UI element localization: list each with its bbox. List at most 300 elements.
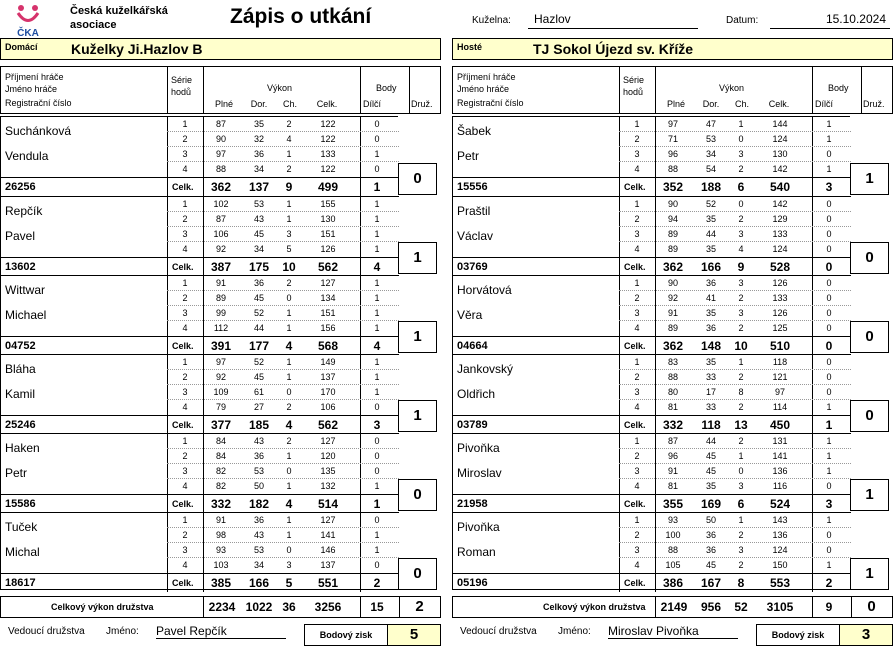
away-series-row	[619, 372, 851, 385]
home-series-num: 4	[182, 164, 188, 174]
away-series-val: 3	[738, 149, 744, 159]
away-series-val: 91	[667, 308, 678, 318]
home-total-val: 2	[373, 576, 381, 590]
away-celk-label: Celk.	[624, 420, 646, 430]
home-divider	[167, 258, 168, 276]
away-series-val: 2	[738, 372, 744, 382]
home-series-val: 43	[253, 530, 264, 540]
home-series-val: 122	[320, 164, 336, 174]
away-series-num: 3	[634, 308, 640, 318]
home-total-val: 568	[317, 339, 339, 353]
logo-text: ČKA	[17, 28, 39, 38]
away-series-val: 0	[738, 466, 744, 476]
home-series-val: 102	[213, 199, 229, 209]
away-series-val: 1	[826, 134, 832, 144]
away-sum-val: 956	[700, 600, 722, 614]
away-series-row	[619, 466, 851, 479]
home-player-surname: Wittwar	[5, 283, 45, 297]
home-series-val: 36	[253, 451, 264, 461]
away-hdr-divider	[655, 67, 656, 113]
away-series-val: 1	[738, 451, 744, 461]
away-hdr-body-druz: Druž.	[863, 99, 885, 109]
away-series-row	[619, 214, 851, 227]
away-series-num: 2	[634, 293, 640, 303]
away-series-val: 1	[738, 357, 744, 367]
home-player-block	[1, 117, 399, 196]
away-series-val: 0	[826, 357, 832, 367]
home-series-row	[167, 515, 399, 528]
home-divider	[167, 337, 168, 355]
home-series-num: 1	[182, 119, 188, 129]
home-series-val: 82	[215, 481, 226, 491]
away-series-val: 4	[738, 244, 744, 254]
away-series-num: 4	[634, 244, 640, 254]
away-series-row	[619, 530, 851, 543]
away-series-val: 94	[667, 214, 678, 224]
home-series-val: 132	[320, 481, 336, 491]
home-series-val: 1	[374, 387, 380, 397]
away-druz-points: 0	[850, 242, 889, 274]
away-total-val: 2	[825, 576, 833, 590]
away-series-val: 93	[667, 515, 678, 525]
home-total-val: 3	[373, 418, 381, 432]
home-total-val: 175	[248, 260, 270, 274]
away-celk-label: Celk.	[624, 499, 646, 509]
away-divider	[619, 258, 620, 276]
home-sum-val: 36	[282, 600, 296, 614]
away-series-val: 1	[738, 119, 744, 129]
home-series-num: 2	[182, 134, 188, 144]
home-team-bar	[0, 38, 441, 60]
away-series-val: 129	[772, 214, 788, 224]
away-player-block	[453, 354, 851, 433]
home-series-val: 137	[320, 372, 336, 382]
away-reg-number: 03769	[457, 261, 488, 273]
home-total-val: 182	[248, 497, 270, 511]
away-series-val: 44	[705, 436, 716, 446]
away-series-val: 92	[667, 293, 678, 303]
home-divider	[167, 178, 168, 196]
away-total-val: 332	[662, 418, 684, 432]
home-series-val: 1	[374, 278, 380, 288]
home-series-val: 1	[374, 372, 380, 382]
home-series-num: 2	[182, 530, 188, 540]
away-total-val: 188	[700, 180, 722, 194]
away-series-val: 33	[705, 402, 716, 412]
home-leader-name: Pavel Repčík	[156, 624, 286, 639]
home-druz-points: 1	[398, 400, 437, 432]
home-series-val: 32	[253, 134, 264, 144]
home-series-num: 3	[182, 466, 188, 476]
away-series-val: 136	[772, 466, 788, 476]
away-series-val: 35	[705, 244, 716, 254]
home-sum-val: 2	[415, 598, 424, 615]
away-series-val: 3	[738, 278, 744, 288]
away-hdr-vykon: Výkon	[719, 83, 745, 93]
away-zisk-value: 3	[839, 625, 892, 645]
away-series-val: 0	[826, 149, 832, 159]
away-hdr-body-dilci: Dílčí	[815, 99, 833, 109]
away-series-row	[619, 436, 851, 449]
home-total-row	[1, 177, 399, 195]
away-series-val: 3	[738, 481, 744, 491]
away-hdr-divider	[861, 67, 862, 113]
home-series-val: 0	[374, 451, 380, 461]
away-series-val: 45	[705, 466, 716, 476]
home-series-val: 92	[215, 372, 226, 382]
home-leader-label: Vedoucí družstva	[8, 626, 85, 637]
away-series-val: 71	[667, 134, 678, 144]
away-hdr-col-0: Plné	[666, 99, 685, 109]
away-total-row	[453, 573, 851, 591]
home-reg-number: 25246	[5, 419, 36, 431]
home-series-row	[167, 293, 399, 306]
away-hdr-player-3: Registrační číslo	[457, 98, 524, 108]
away-total-val: 13	[734, 418, 748, 432]
away-series-val: 88	[667, 545, 678, 555]
home-series-num: 4	[182, 244, 188, 254]
home-series-row	[167, 372, 399, 385]
home-series-val: 36	[253, 149, 264, 159]
home-hdr-divider	[167, 67, 168, 113]
home-total-val: 137	[248, 180, 270, 194]
away-total-val: 118	[701, 418, 721, 432]
home-total-val: 514	[317, 497, 339, 511]
away-series-row	[619, 323, 851, 336]
home-zisk-value: 5	[387, 625, 440, 645]
home-series-val: 0	[286, 293, 292, 303]
home-total-val: 562	[317, 418, 339, 432]
away-player-block	[453, 275, 851, 354]
away-series-val: 2	[738, 323, 744, 333]
away-series-num: 3	[634, 466, 640, 476]
away-series-num: 3	[634, 387, 640, 397]
away-celk-label: Celk.	[624, 578, 646, 588]
home-divider	[167, 495, 168, 513]
home-series-val: 1	[374, 199, 380, 209]
home-series-row	[167, 560, 399, 573]
home-player-block	[1, 275, 399, 354]
home-hdr-divider	[360, 67, 361, 113]
home-series-val: 3	[286, 560, 292, 570]
home-celk-label: Celk.	[172, 262, 194, 272]
home-total-row	[1, 494, 399, 512]
away-druz-points: 1	[850, 163, 889, 195]
away-player-firstname: Miroslav	[457, 466, 502, 480]
away-series-row	[619, 451, 851, 464]
away-series-val: 89	[667, 244, 678, 254]
home-series-row	[167, 134, 399, 147]
venue-value: Hazlov	[528, 12, 698, 29]
away-series-val: 0	[738, 134, 744, 144]
away-player-firstname: Petr	[457, 149, 480, 163]
away-series-val: 124	[772, 244, 788, 254]
away-druz-points: 1	[850, 558, 889, 590]
away-total-val: 169	[700, 497, 722, 511]
away-series-val: 1	[738, 515, 744, 525]
home-series-val: 34	[253, 560, 264, 570]
away-series-val: 88	[667, 372, 678, 382]
home-series-val: 1	[374, 229, 380, 239]
away-sum-val: 9	[825, 600, 833, 614]
home-total-val: 177	[248, 339, 270, 353]
home-player-block	[1, 196, 399, 275]
home-series-val: 0	[374, 164, 380, 174]
away-series-val: 121	[772, 372, 788, 382]
home-series-num: 4	[182, 560, 188, 570]
away-series-num: 4	[634, 164, 640, 174]
home-series-val: 0	[286, 387, 292, 397]
away-sum-val: 52	[734, 600, 748, 614]
home-series-row	[167, 481, 399, 494]
away-hdr-col-2: Ch.	[734, 99, 749, 109]
away-series-val: 41	[705, 293, 716, 303]
away-zisk-box	[756, 624, 893, 646]
away-series-val: 88	[667, 164, 678, 174]
away-total-val: 510	[769, 339, 791, 353]
home-series-val: 1	[374, 357, 380, 367]
away-hdr-divider	[619, 67, 620, 113]
home-series-val: 84	[215, 436, 226, 446]
home-series-val: 122	[320, 119, 336, 129]
home-series-val: 1	[286, 357, 292, 367]
away-series-row	[619, 149, 851, 162]
home-series-val: 151	[320, 308, 336, 318]
home-series-row	[167, 119, 399, 132]
home-series-val: 99	[215, 308, 226, 318]
home-series-row	[167, 402, 399, 415]
away-series-num: 2	[634, 372, 640, 382]
home-series-val: 106	[213, 229, 229, 239]
home-total-val: 4	[285, 418, 293, 432]
away-series-val: 0	[738, 199, 744, 209]
away-total-val: 524	[769, 497, 791, 511]
home-total-row	[1, 573, 399, 591]
away-total-row	[453, 336, 851, 354]
home-series-val: 79	[215, 402, 226, 412]
home-series-val: 43	[253, 436, 264, 446]
home-series-val: 127	[320, 278, 336, 288]
home-series-val: 97	[215, 357, 226, 367]
away-series-val: 150	[772, 560, 788, 570]
away-player-block	[453, 117, 851, 196]
home-series-val: 1	[286, 199, 292, 209]
away-series-num: 4	[634, 402, 640, 412]
away-series-val: 83	[667, 357, 678, 367]
home-series-val: 43	[253, 214, 264, 224]
home-total-val: 377	[210, 418, 232, 432]
home-table-header	[0, 66, 441, 114]
away-series-val: 2	[738, 293, 744, 303]
away-player-surname: Praštil	[457, 204, 491, 218]
home-series-num: 2	[182, 214, 188, 224]
away-player-surname: Pivoňka	[457, 520, 500, 534]
away-series-num: 1	[634, 515, 640, 525]
away-total-val: 540	[769, 180, 791, 194]
home-series-val: 36	[253, 515, 264, 525]
away-series-val: 45	[705, 451, 716, 461]
away-series-val: 141	[772, 451, 788, 461]
away-series-val: 96	[667, 451, 678, 461]
home-series-val: 52	[253, 308, 264, 318]
home-series-val: 92	[215, 244, 226, 254]
away-total-val: 9	[737, 260, 745, 274]
away-series-val: 0	[826, 244, 832, 254]
home-series-val: 135	[320, 466, 336, 476]
away-series-val: 2	[738, 164, 744, 174]
away-series-row	[619, 229, 851, 242]
home-series-val: 1	[286, 372, 292, 382]
home-series-val: 34	[253, 164, 264, 174]
away-total-row	[453, 177, 851, 195]
away-series-val: 136	[772, 530, 788, 540]
home-zisk-box	[304, 624, 441, 646]
home-series-val: 0	[374, 560, 380, 570]
away-series-val: 97	[774, 387, 785, 397]
away-series-num: 3	[634, 149, 640, 159]
away-series-row	[619, 387, 851, 400]
home-series-row	[167, 436, 399, 449]
away-series-val: 17	[705, 387, 716, 397]
away-series-num: 4	[634, 560, 640, 570]
away-series-val: 133	[772, 229, 788, 239]
away-jmeno-label: Jméno:	[558, 626, 591, 637]
home-total-val: 562	[317, 260, 339, 274]
home-reg-number: 26256	[5, 181, 36, 193]
away-total-val: 0	[825, 260, 833, 274]
home-hdr-player-1: Příjmení hráče	[5, 72, 64, 82]
home-series-val: 126	[320, 244, 336, 254]
home-hdr-col-3: Celk.	[316, 99, 338, 109]
away-total-val: 0	[825, 339, 833, 353]
home-series-val: 2	[286, 119, 292, 129]
away-series-val: 97	[667, 119, 678, 129]
away-series-row	[619, 481, 851, 494]
away-hdr-player-2: Jméno hráče	[457, 84, 510, 94]
home-series-val: 1	[374, 481, 380, 491]
home-series-num: 4	[182, 481, 188, 491]
home-druz-points: 0	[398, 479, 437, 511]
venue-label: Kuželna:	[472, 15, 511, 26]
home-total-val: 1	[373, 497, 381, 511]
away-series-val: 53	[705, 134, 716, 144]
home-druz-points: 0	[398, 558, 437, 590]
home-series-val: 98	[215, 530, 226, 540]
away-series-row	[619, 308, 851, 321]
home-divider	[167, 574, 168, 592]
home-series-num: 4	[182, 323, 188, 333]
away-player-surname: Horvátová	[457, 283, 512, 297]
home-series-val: 4	[286, 134, 292, 144]
home-reg-number: 15586	[5, 498, 36, 510]
home-reg-number: 18617	[5, 577, 36, 589]
home-series-val: 2	[286, 278, 292, 288]
away-celk-label: Celk.	[624, 182, 646, 192]
away-series-row	[619, 293, 851, 306]
home-series-row	[167, 357, 399, 370]
home-player-surname: Haken	[5, 441, 40, 455]
away-series-val: 36	[705, 545, 716, 555]
home-sum-row	[0, 596, 441, 618]
home-series-val: 36	[253, 278, 264, 288]
away-hdr-col-1: Dor.	[702, 99, 720, 109]
away-series-row	[619, 560, 851, 573]
page-title: Zápis o utkání	[230, 5, 372, 28]
home-hdr-series-1: Série	[171, 75, 193, 85]
away-series-val: 2	[738, 560, 744, 570]
away-series-val: 54	[705, 164, 716, 174]
away-total-val: 10	[734, 339, 748, 353]
home-series-val: 44	[253, 323, 264, 333]
home-hdr-body-druz: Druž.	[411, 99, 433, 109]
home-series-val: 127	[320, 436, 336, 446]
home-sum-val: 3256	[314, 600, 342, 614]
away-series-val: 1	[826, 164, 832, 174]
home-series-row	[167, 451, 399, 464]
away-druz-points: 1	[850, 479, 889, 511]
home-hdr-col-0: Plné	[214, 99, 233, 109]
home-celk-label: Celk.	[172, 341, 194, 351]
away-series-row	[619, 402, 851, 415]
home-series-num: 1	[182, 436, 188, 446]
away-series-val: 2	[738, 436, 744, 446]
away-series-val: 0	[826, 530, 832, 540]
away-hdr-divider	[812, 67, 813, 113]
home-players-table	[0, 116, 398, 590]
away-total-val: 355	[662, 497, 684, 511]
away-series-val: 3	[738, 545, 744, 555]
home-series-num: 1	[182, 357, 188, 367]
home-player-firstname: Michael	[5, 308, 47, 322]
away-series-val: 125	[772, 323, 788, 333]
away-series-row	[619, 164, 851, 177]
away-series-num: 4	[634, 323, 640, 333]
away-series-num: 1	[634, 199, 640, 209]
home-druz-points: 1	[398, 242, 437, 274]
away-leader-name: Miroslav Pivoňka	[608, 624, 738, 639]
home-series-val: 0	[374, 436, 380, 446]
away-celk-label: Celk.	[624, 341, 646, 351]
home-series-val: 170	[320, 387, 336, 397]
home-series-val: 1	[374, 293, 380, 303]
home-series-val: 1	[374, 308, 380, 318]
away-series-val: 89	[667, 323, 678, 333]
home-series-row	[167, 278, 399, 291]
away-reg-number: 03789	[457, 419, 488, 431]
home-player-firstname: Michal	[5, 545, 40, 559]
away-divider	[619, 416, 620, 434]
home-series-val: 90	[215, 134, 226, 144]
home-hdr-player-2: Jméno hráče	[5, 84, 58, 94]
home-hdr-body-dilci: Dílčí	[363, 99, 381, 109]
home-series-num: 1	[182, 515, 188, 525]
away-reg-number: 04664	[457, 340, 488, 352]
away-series-val: 0	[826, 278, 832, 288]
away-series-val: 2	[738, 530, 744, 540]
home-series-val: 61	[253, 387, 264, 397]
home-total-val: 4	[373, 339, 381, 353]
away-series-val: 3	[738, 308, 744, 318]
away-player-firstname: Věra	[457, 308, 483, 322]
away-series-row	[619, 545, 851, 558]
away-total-val: 386	[662, 576, 684, 590]
away-total-val: 6	[737, 497, 745, 511]
away-sum-val: 0	[867, 598, 876, 615]
home-series-row	[167, 229, 399, 242]
home-sum-val: 2234	[208, 600, 236, 614]
home-total-val: 10	[282, 260, 296, 274]
home-series-num: 4	[182, 402, 188, 412]
